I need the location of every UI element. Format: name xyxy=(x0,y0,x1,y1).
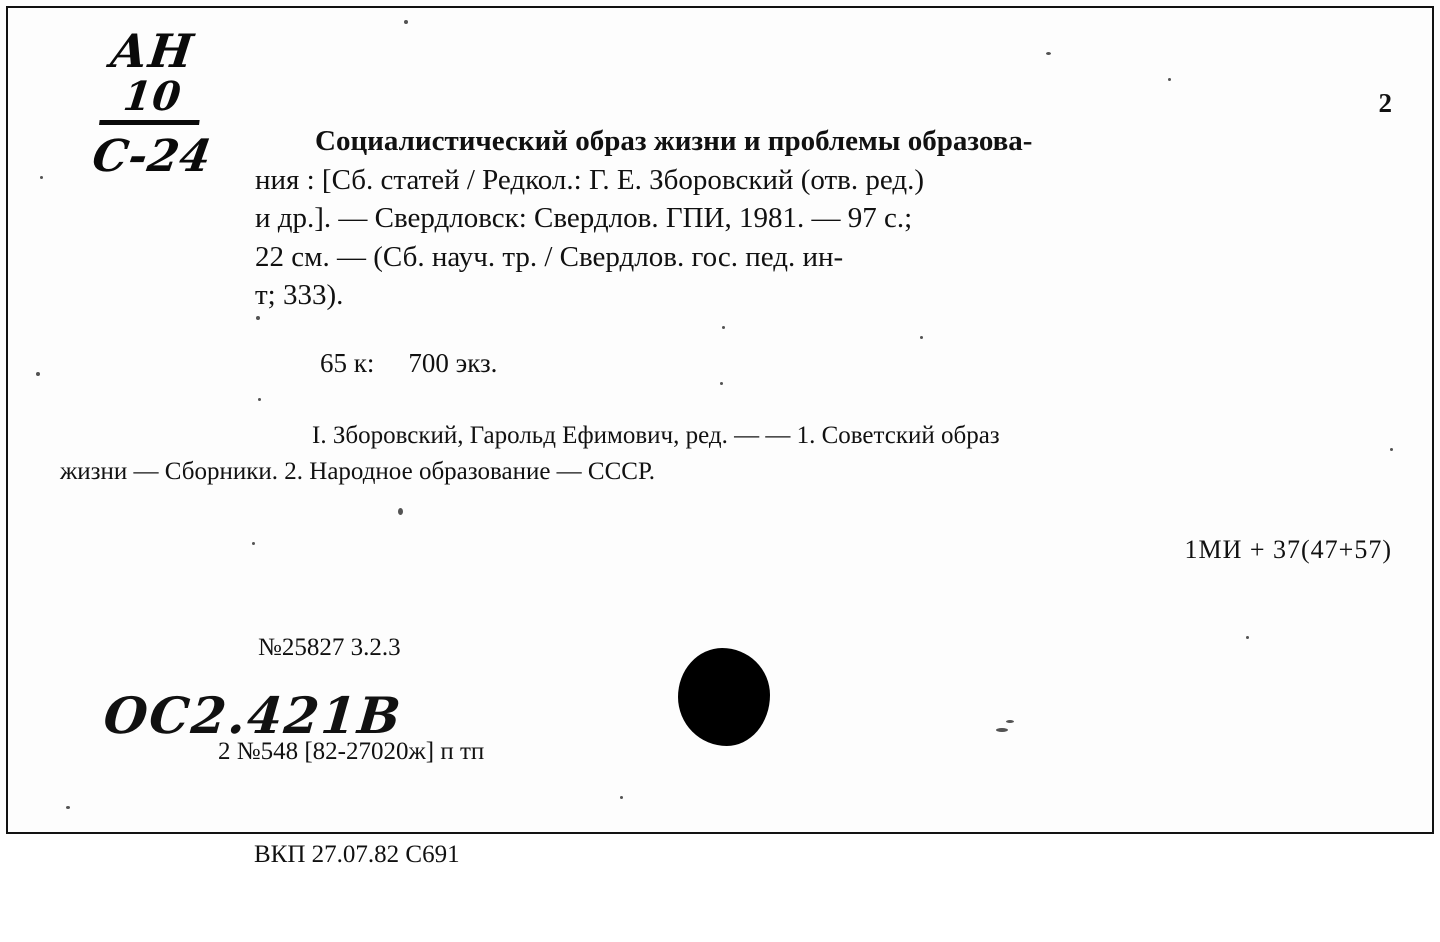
scan-speck xyxy=(996,728,1008,732)
control-number-line-1: №25827 3.2.3 xyxy=(258,634,401,661)
scan-speck xyxy=(620,796,623,799)
control-number-line-3: ВКП 27.07.82 С691 xyxy=(254,841,460,868)
scan-speck xyxy=(36,372,40,376)
scan-speck xyxy=(720,382,723,385)
classification-number: 1МИ + 37(47+57) xyxy=(1184,535,1392,564)
scan-speck xyxy=(1168,78,1171,81)
print-run-value: 700 экз. xyxy=(408,348,498,378)
tracing-line-2: жизни — Сборники. 2. Народное образование — СССР. xyxy=(60,458,655,486)
scan-speck xyxy=(258,398,261,401)
ink-blot-mark xyxy=(678,648,770,746)
call-number-line-2: 10 xyxy=(99,77,205,125)
scan-speck xyxy=(722,326,725,329)
scan-speck xyxy=(1390,448,1393,451)
scan-speck xyxy=(1246,636,1249,639)
price-and-print-run xyxy=(320,348,497,379)
bibliographic-line-4: 22 см. — (Сб. науч. тр. / Свердлов. гос. пед. ин- xyxy=(255,240,844,273)
subject-tracings xyxy=(60,418,1390,491)
scan-speck xyxy=(404,20,408,24)
control-number-line-2: 2 №548 [82-27020ж] п тп xyxy=(218,737,485,765)
scan-speck xyxy=(252,542,255,545)
scan-speck xyxy=(66,806,70,809)
call-number-line-3: С-24 xyxy=(88,130,216,182)
bibliographic-line-3: и др.]. — Свердловск: Свердлов. ГПИ, 1981. — 97 с.; xyxy=(255,202,913,235)
call-number-line-1: АН xyxy=(107,24,197,78)
bibliographic-line-5: т; 333). xyxy=(255,279,344,312)
page-number: 2 xyxy=(1378,88,1392,118)
scan-speck xyxy=(256,316,260,320)
scan-speck xyxy=(920,336,923,339)
bibliographic-line-2: ния : [Сб. статей / Редкол.: Г. Е. Зборовский (отв. ред.) xyxy=(255,163,924,196)
call-number xyxy=(52,24,252,182)
bibliographic-description xyxy=(255,122,1395,315)
scan-speck xyxy=(1006,720,1014,723)
tracing-line-1: I. Зборовский, Гарольд Ефимович, ред. — — 1. Советский образ xyxy=(312,422,1000,449)
scan-speck xyxy=(398,508,403,515)
price-value: 65 к: xyxy=(320,348,375,378)
handwritten-bottom-code: ОС2.421В xyxy=(101,686,405,745)
scan-speck xyxy=(1046,52,1051,55)
scan-speck xyxy=(40,176,43,179)
bibliographic-line-1: Социалистический образ жизни и проблемы образова- xyxy=(315,125,1033,157)
